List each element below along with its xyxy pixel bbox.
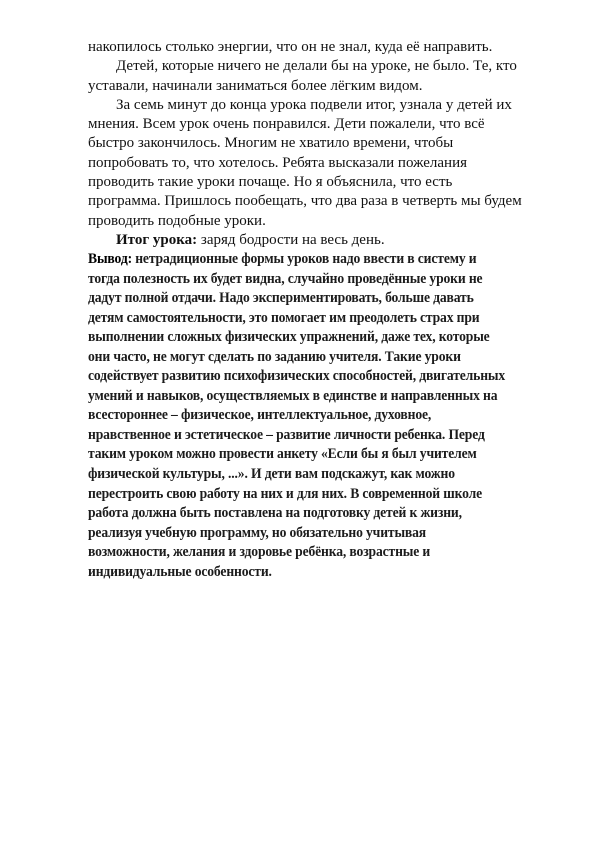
lesson-result-line (88, 231, 528, 250)
conclusion-paragraph (88, 250, 510, 582)
conclusion-text: нетрадиционные формы уроков надо ввести в систему и тогда полезность их будет видна, случайно проведённые уроки не дадут полной отдачи. Надо экспериментировать, больше давать детям самостоятельности, это помогает им преодолеть страх при выполнении сложных физических упражнений, даже тех, которые они часто, не могут сделать по заданию учителя. Такие уроки содействует развитию психофизических способностей, двигательных умений и навыков, осуществляемых в единстве и направленных на всестороннее – физическое, интеллектуальное, духовное, нравственное и эстетическое – развитие личности ребенка. Перед таким уроком можно провести анкету «Если бы я был учителем физической культуры, ...». И дети вам подскажут, как можно перестроить свою работу на них и для них. В современной школе работа должна быть поставлена на подготовку детей к жизни, реализуя учебную программу, но обязательно учитывая возможности, желания и здоровье ребёнка, возрастные и индивидуальные особенности. (88, 251, 506, 580)
story-text-block (88, 38, 528, 250)
paragraph-lesson-summary: За семь минут до конца урока подвели итог, узнала у детей их мнения. Всем урок очень понравился. Дети пожалели, что всё быстро закончилось. Многим не хватило времени, чтобы попробовать то, что хотелось. Ребята высказали пожелания проводить такие уроки почаще. Но я объяснила, что есть программа. Пришлось пообещать, что два раза в четверть мы будем проводить подобные уроки. (88, 96, 522, 229)
conclusion-label: Вывод: (88, 251, 132, 267)
continued-line: накопилось столько энергии, что он не знал, куда её направить. (88, 39, 493, 55)
paragraph-children-activity: Детей, которые ничего не делали бы на уроке, не было. Те, кто уставали, начинали заниматься более лёгким видом. (88, 58, 517, 94)
lesson-result-text: заряд бодрости на весь день. (197, 231, 385, 248)
lesson-result-label: Итог урока: (116, 231, 198, 248)
